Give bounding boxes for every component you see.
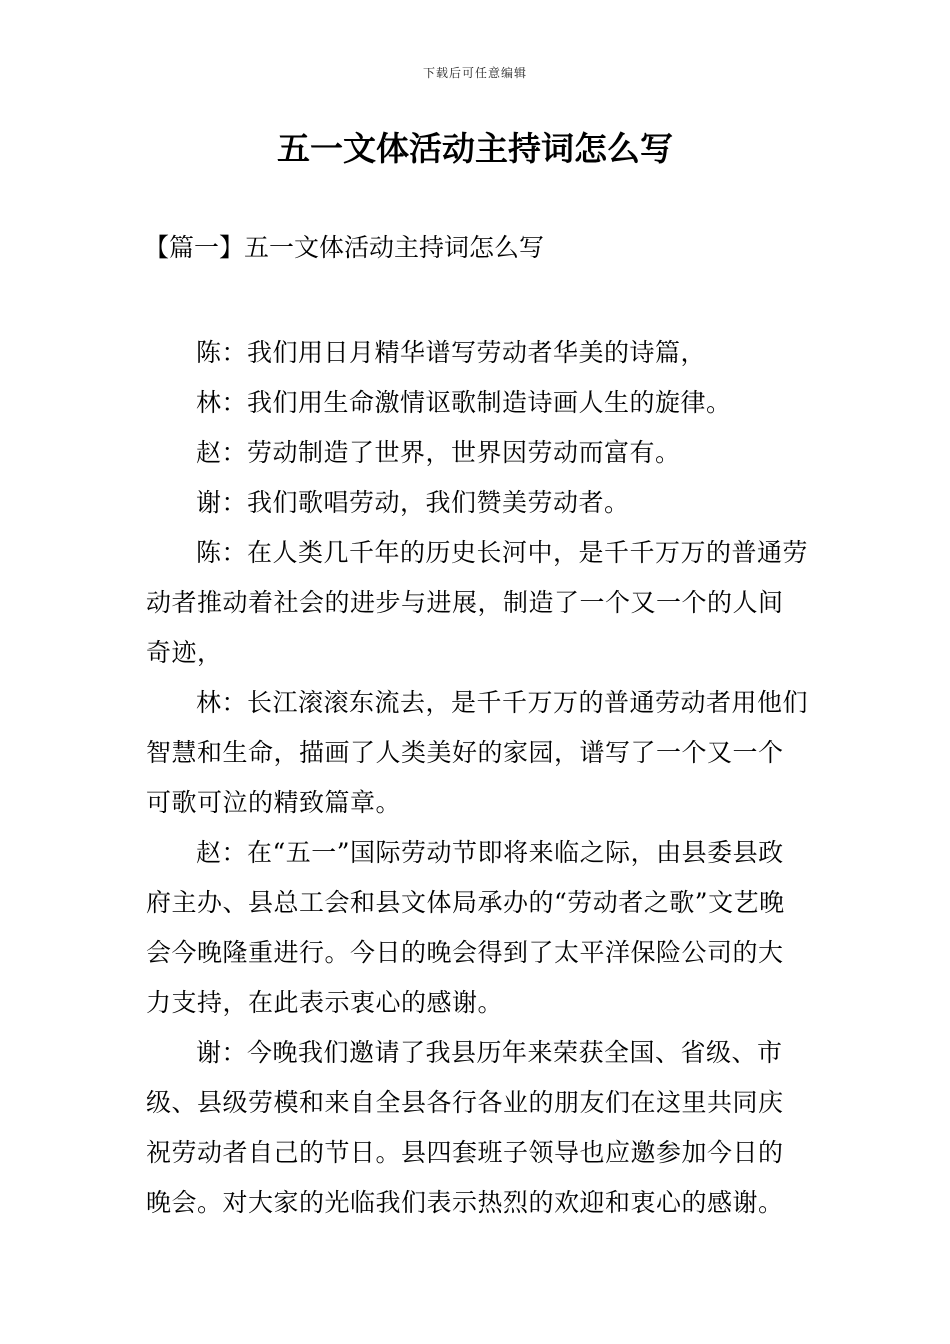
paragraph: 谢：今晚我们邀请了我县历年来荣获全国、省级、市级、县级劳模和来自全县各行各业的朋友们在这里共同庆祝劳动者自己的节日。县四套班子领导也应邀参加今日的晚会。对大家的光临我们表示热烈的欢迎和衷心的感谢。	[146, 1038, 784, 1217]
body-text	[146, 328, 808, 1228]
paragraph: 林：长江滚滚东流去，是千千万万的普通劳动者用他们智慧和生命，描画了人类美好的家园，谱写了一个又一个可歌可泣的精致篇章。	[146, 688, 809, 817]
paragraph: 陈：在人类几千年的历史长河中，是千千万万的普通劳动者推动着社会的进步与进展，制造了一个又一个的人间奇迹，	[146, 538, 809, 667]
document-title: 五一文体活动主持词怎么写	[277, 129, 673, 168]
paragraph: 赵：劳动制造了世界，世界因劳动而富有。	[196, 438, 681, 467]
paragraph: 谢：我们歌唱劳动，我们赞美劳动者。	[196, 488, 630, 517]
paragraph: 陈：我们用日月精华谱写劳动者华美的诗篇，	[196, 338, 707, 367]
section-heading: 【篇一】五一文体活动主持词怎么写	[144, 233, 545, 262]
paragraph: 赵：在“五一”国际劳动节即将来临之际，由县委县政府主办、县总工会和县文体局承办的“劳动者之歌”文艺晚会今晚隆重进行。今日的晚会得到了太平洋保险公司的大力支持，在此表示衷心的感谢。	[146, 838, 785, 1017]
paragraph: 林：我们用生命激情讴歌制造诗画人生的旋律。	[196, 388, 732, 417]
header-note: 下载后可任意编辑	[422, 66, 527, 80]
